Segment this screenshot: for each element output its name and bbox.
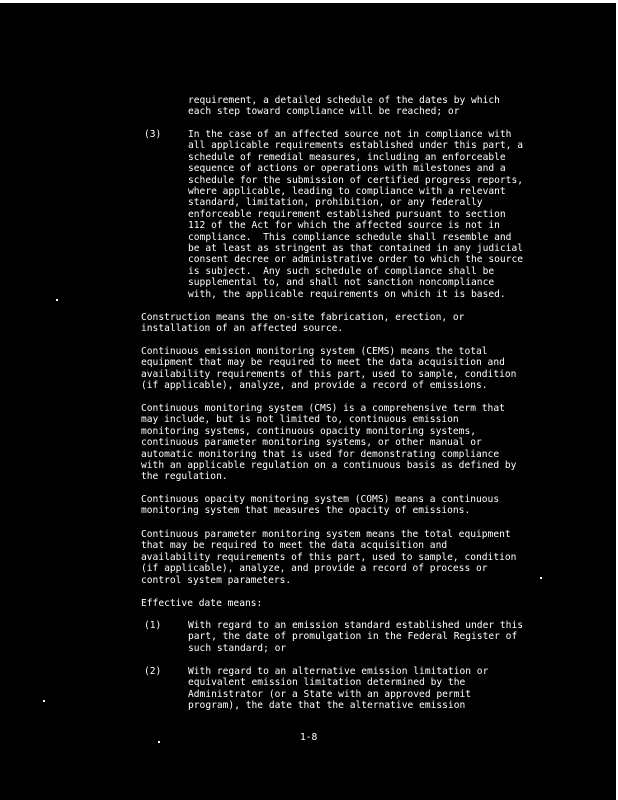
definition-coms: Continuous opacity monitoring system (COMS) means a continuous monitoring system that measures the opacity of emissions. [141, 494, 500, 517]
effective-item-2-text: With regard to an alternative emission limitation or equivalent emission limitation determined by the Administrator (or a State with an approved permit program), the date that the alternative emission [188, 666, 489, 712]
scan-speck [43, 700, 45, 702]
definition-construction: Construction means the on-site fabrication, erection, or installation of an affected source. [141, 312, 465, 335]
item-3-text: In the case of an affected source not in compliance with all applicable requirements established under this part, a schedule of remedial measures, including an enforceable sequence of actions or operations with milestones and a schedule for the submission of certified progress reports, where applicable, leading to compliance with a relevant standard, limitation, prohibition, or any federally enforceable requirement established pursuant to section 112 of the Act for which the affected source is not in compliance. This compliance schedule shall resemble and be at least as stringent as that contained in any judicial consent decree or administrative order to which the source is subject. Any such schedule of compliance shall be supplemental to, and shall not sanction noncompliance with, the applicable requirements on which it is based. [188, 129, 524, 300]
item-number-2: (2) [144, 666, 162, 677]
scan-speck [540, 577, 542, 579]
definition-cems: Continuous emission monitoring system (CEMS) means the total equipment that may be required to meet the data acquisition and availability requirements of this part, used to sample, condition (if applicable), analyze, and provide a record of emissions. [141, 346, 517, 392]
definition-cpms: Continuous parameter monitoring system means the total equipment that may be required to meet the data acquisition and availability requirements of this part, used to sample, condition (if applicable), analyze, and provide a record of process or control system parameters. [141, 529, 517, 586]
item-number-3: (3) [144, 129, 162, 140]
item-number-1: (1) [144, 620, 162, 631]
page-number: 1-8 [300, 732, 318, 743]
continued-paragraph: requirement, a detailed schedule of the dates by which each step toward compliance will be reached; or [188, 95, 500, 118]
definition-cms: Continuous monitoring system (CMS) is a comprehensive term that may include, but is not limited to, continuous emission monitoring systems, continuous opacity monitoring systems, continuous parameter monitoring systems, or other manual or automatic monitoring that is used for demonstrating compliance with an applicable regulation on a continuous basis as defined by the regulation. [141, 403, 517, 483]
scan-border-top [0, 0, 618, 3]
scan-speck [158, 741, 160, 743]
definition-effective-date: Effective date means: [141, 598, 263, 609]
effective-item-1-text: With regard to an emission standard established under this part, the date of promulgation in the Federal Register of such standard; or [188, 620, 524, 654]
scan-speck [56, 299, 58, 301]
